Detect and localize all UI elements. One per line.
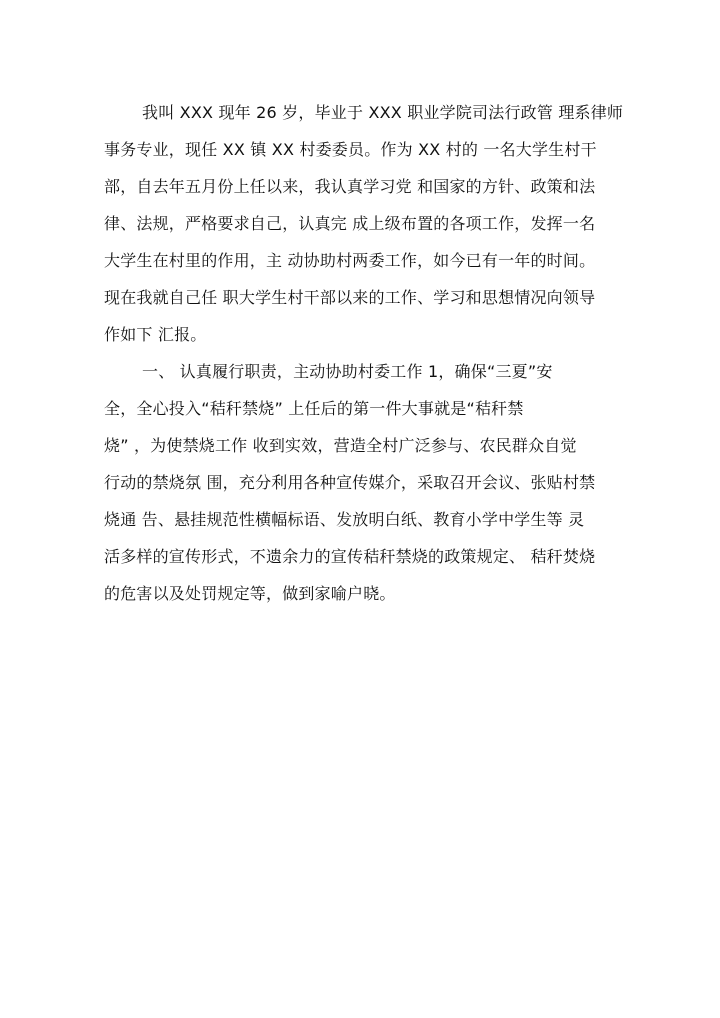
paragraph-1-line-5: 大学生在村里的作用，主 动协助村两委工作，如今已有一年的时间。 (104, 251, 596, 270)
paragraph-1-line-4: 律、法规，严格要求自己，认真完 成上级布置的各项工作，发挥一名 (104, 214, 596, 233)
paragraph-2-line-3: 烧” ，为使禁烧工作 收到实效，营造全村广泛参与、农民群众自觉 (104, 436, 577, 455)
paragraph-1-line-7: 作如下 汇报。 (104, 325, 207, 344)
paragraph-2-line-5: 烧通 告、悬挂规范性横幅标语、发放明白纸、教育小学中学生等 灵 (104, 510, 585, 529)
paragraph-1-line-1: 我叫 XXX 现年 26 岁，毕业于 XXX 职业学院司法行政管 理系律师 (142, 103, 624, 122)
paragraph-2-line-2: 全，全心投入“秸秆禁烧” 上任后的第一件大事就是“秸秆禁 (104, 399, 524, 418)
paragraph-1-line-3: 部，自去年五月份上任以来，我认真学习党 和国家的方针、政策和法 (104, 177, 596, 196)
paragraph-1-line-2: 事务专业，现任 XX 镇 XX 村委委员。作为 XX 村的 一名大学生村干 (104, 140, 597, 159)
paragraph-2-line-1: 一、 认真履行职责，主动协助村委工作 1，确保“三夏”安 (142, 362, 553, 381)
paragraph-2-line-6: 活多样的宣传形式，不遗余力的宣传秸秆禁烧的政策规定、 秸秆焚烧 (104, 547, 596, 566)
paragraph-1-line-6: 现在我就自己任 职大学生村干部以来的工作、学习和思想情况向领导 (104, 288, 596, 307)
document-body (104, 94, 624, 612)
paragraph-2-line-4: 行动的禁烧氛 围，充分利用各种宣传媒介，采取召开会议、张贴村禁 (104, 473, 596, 492)
paragraph-2-line-7: 的危害以及处罚规定等，做到家喻户晓。 (104, 584, 396, 603)
